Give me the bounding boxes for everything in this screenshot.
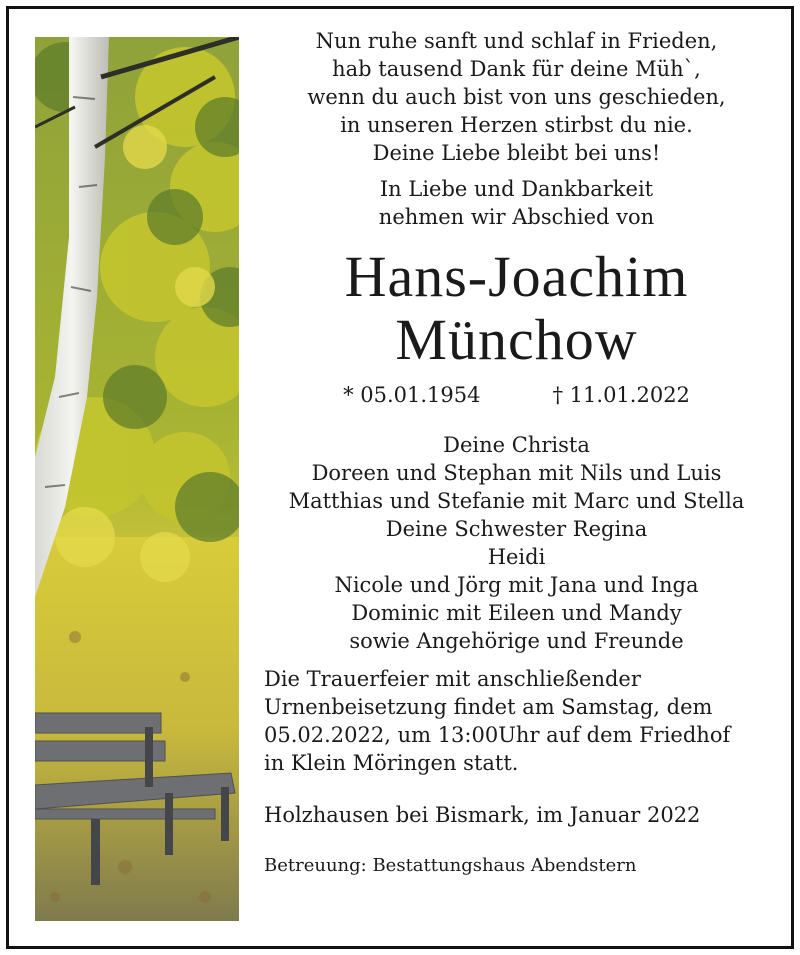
verse [264, 27, 769, 167]
mourner-line: Matthias und Stefanie mit Marc und Stella [288, 489, 745, 513]
mourner-line: Nicole und Jörg mit Jana und Inga [334, 573, 699, 597]
first-name: Hans-Joachim [344, 244, 689, 309]
funeral-home-credit: Betreuung: Bestattungshaus Abendstern [264, 855, 637, 876]
mourner-line: Heidi [487, 545, 546, 569]
obituary-frame [6, 6, 794, 949]
verse-line: Deine Liebe bleibt bei uns! [372, 141, 661, 165]
verse-line: wenn du auch bist von uns geschieden, [307, 85, 726, 109]
farewell-intro [264, 175, 769, 231]
life-dates [264, 381, 769, 409]
mourner-line: Deine Christa [443, 433, 590, 457]
ceremony-line: 05.02.2022, um 13:00Uhr auf dem Friedhof [264, 723, 731, 747]
ceremony-notice [264, 665, 769, 777]
last-name: Münchow [395, 307, 638, 372]
verse-line: hab tausend Dank für deine Müh`, [332, 57, 701, 81]
verse-line: Nun ruhe sanft und schlaf in Frieden, [315, 29, 718, 53]
mourner-line: sowie Angehörige und Freunde [349, 629, 684, 653]
place-and-date: Holzhausen bei Bismark, im Januar 2022 [264, 803, 701, 827]
ceremony-line: Die Trauerfeier mit anschließender [264, 667, 641, 691]
intro-line: nehmen wir Abschied von [378, 205, 655, 229]
verse-line: in unseren Herzen stirbst du nie. [340, 113, 693, 137]
intro-line: In Liebe und Dankbarkeit [379, 177, 654, 201]
ceremony-line: Urnenbeisetzung findet am Samstag, dem [264, 695, 713, 719]
mourners-list [264, 431, 769, 655]
mourner-line: Doreen und Stephan mit Nils und Luis [311, 461, 722, 485]
birth-date: * 05.01.1954 [343, 383, 481, 407]
ceremony-line: in Klein Möringen statt. [264, 751, 519, 775]
mourner-line: Deine Schwester Regina [385, 517, 648, 541]
deceased-name [264, 245, 769, 371]
obituary-text [264, 27, 769, 879]
death-date: † 11.01.2022 [552, 383, 690, 407]
autumn-park-bench-photo [35, 37, 239, 921]
mourner-line: Dominic mit Eileen und Mandy [351, 601, 682, 625]
